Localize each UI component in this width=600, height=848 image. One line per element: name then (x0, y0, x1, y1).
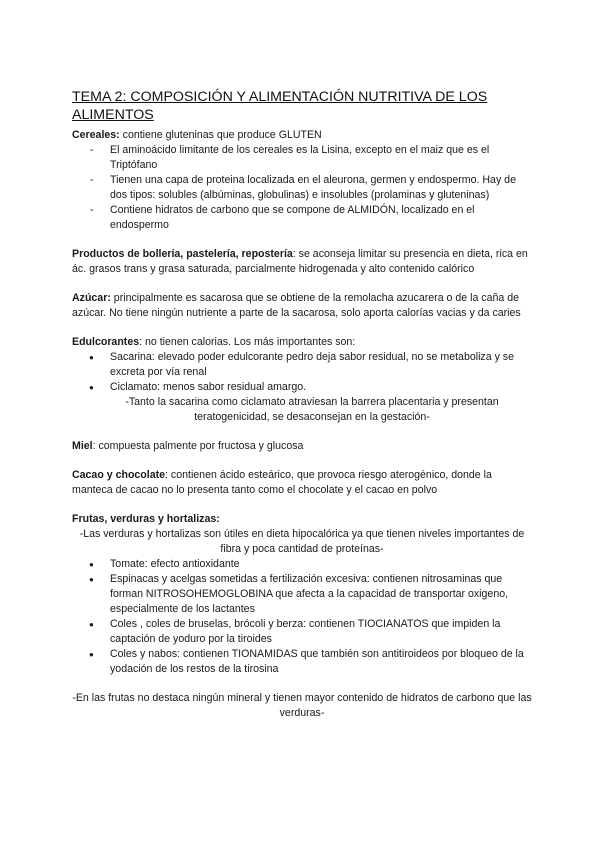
frutas-list (72, 557, 532, 677)
bolleria-paragraph (72, 247, 532, 277)
list-item: ● Coles , coles de bruselas, brócoli y berza: contienen TIOCIANATOS que impiden la captación de yoduro por la tiroides (72, 617, 532, 647)
azucar-text: principalmente es sacarosa que se obtiene de la remolacha azucarera o de la caña de azúcar. No tiene ningún nutriente a parte de la sacarosa, solo aporta calorías vacias y da caries (72, 292, 521, 319)
list-item: ● Ciclamato: menos sabor residual amargo. (72, 380, 532, 395)
bolleria-text: : se aconseja limitar su presencia en dieta, rica en ác. grasos trans y grasa saturada, parcialmente hidrogenada y alto contenido calórico (72, 248, 528, 275)
frutas-outro: -En las frutas no destaca ningún mineral y tienen mayor contenido de hidratos de carbono que las verduras- (72, 692, 532, 719)
azucar-heading: Azúcar: (72, 292, 111, 304)
list-item: - El aminoácido limitante de los cereales es la Lisina, excepto en el maiz que es el Triptófano (72, 143, 532, 173)
cacao-paragraph (72, 468, 532, 498)
miel-heading: Miel (72, 440, 93, 452)
azucar-paragraph (72, 291, 532, 321)
cereales-heading: Cereales: (72, 129, 120, 141)
cacao-text: : contienen ácido esteárico, que provoca riesgo aterogénico, donde la manteca de cacao no lo presenta tanto como el chocolate y el cacao en polvo (72, 469, 492, 496)
page-title: TEMA 2: COMPOSICIÓN Y ALIMENTACIÓN NUTRITIVA DE LOS ALIMENTOS (72, 89, 488, 123)
list-item: - Contiene hidratos de carbono que se compone de ALMIDÓN, localizado en el endospermo (72, 203, 532, 233)
miel-text: : compuesta palmente por fructosa y glucosa (92, 440, 304, 452)
cereales-text: contiene gluteninas que produce GLUTEN (119, 129, 322, 141)
edulcorantes-list (72, 350, 532, 395)
edulcorantes-paragraph (72, 335, 532, 350)
edulcorantes-note: -Tanto la sacarina como ciclamato atraviesan la barrera placentaria y presentan teratogenicidad, se desaconsejan en la gestación- (125, 396, 499, 423)
frutas-intro: -Las verduras y hortalizas son útiles en dieta hipocalórica ya que tienen niveles importantes de fibra y poca cantidad de proteínas- (79, 528, 525, 555)
frutas-paragraph (72, 512, 532, 527)
edulcorantes-text: : no tienen calorias. Los más importantes son: (139, 336, 356, 348)
list-item: ● Tomate: efecto antioxidante (72, 557, 532, 572)
edulcorantes-heading: Edulcorantes (72, 336, 140, 348)
cacao-heading: Cacao y chocolate (72, 469, 166, 481)
list-item: ● Sacarina: elevado poder edulcorante pedro deja sabor residual, no se metaboliza y se excreta por vía renal (72, 350, 532, 380)
list-item: ● Coles y nabos: contienen TIONAMIDAS que también son antitiroideos por bloqueo de la yodación de los restos de la tirosina (72, 647, 532, 677)
miel-paragraph (72, 439, 532, 454)
cereales-list (72, 143, 532, 233)
document-page (72, 88, 532, 721)
list-item: ● Espinacas y acelgas sometidas a fertilización excesiva: contienen nitrosaminas que forman NITROSOHEMOGLOBINA que afecta a la capacidad de transportar oxigeno, especialmente de los lactantes (72, 572, 532, 617)
frutas-heading: Frutas, verduras y hortalizas: (72, 513, 220, 525)
bolleria-heading: Productos de bollería, pastelería, repostería (72, 248, 293, 260)
list-item: - Tienen una capa de proteina localizada en el aleurona, germen y endospermo. Hay de dos tipos: solubles (albúminas, globulinas) e insolubles (prolaminas y gluteninas) (72, 173, 532, 203)
cereales-paragraph (72, 128, 532, 143)
